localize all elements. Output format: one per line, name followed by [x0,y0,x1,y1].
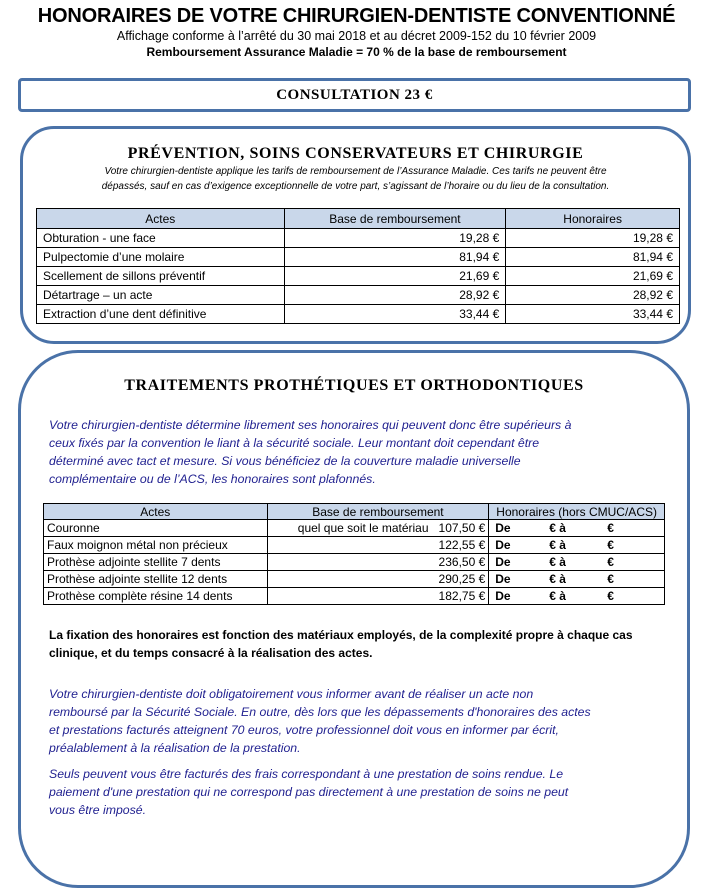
euro-label: € [607,521,614,535]
prothese-title: TRAITEMENTS PROTHÉTIQUES ET ORTHODONTIQUES [124,377,584,394]
intro-line: ceux fixés par la convention le liant à la sécurité sociale. Leur montant doit cependant être [49,436,540,450]
de-label: De [495,572,511,586]
final-line: Seuls peuvent vous être facturés des frais correspondant à une prestation de soins rendue. Le [49,767,564,781]
table-row [44,571,665,588]
page-header [0,4,713,60]
notice-line: La fixation des honoraires est fonction des matériaux employés, de la complexité propre à chaque cas [49,628,633,642]
acte-cell: Couronne [44,520,268,537]
information-notice [49,685,679,757]
de-label: De [495,538,511,552]
base-cell: 122,55 € [267,537,489,554]
base-cell: 182,75 € [267,588,489,605]
base-value: 107,50 € [438,521,486,535]
intro-line: complémentaire ou de l’ACS, les honoraires sont plafonnés. [49,472,376,486]
prothese-intro [49,416,679,488]
table-row [37,286,680,305]
prothese-section [18,350,690,888]
column-header: Honoraires (hors CMUC/ACS) [489,504,665,520]
column-header: Actes [44,504,268,520]
euro-label: € [607,555,614,569]
a-label: € à [549,538,566,552]
material-note: quel que soit le matériau [297,521,429,535]
acte-cell: Prothèse adjointe stellite 12 dents [44,571,268,588]
column-header: Honoraires [506,209,680,229]
base-cell: 33,44 € [284,305,506,324]
honoraires-cell [489,554,665,571]
acte-cell: Prothèse adjointe stellite 7 dents [44,554,268,571]
a-label: € à [549,555,566,569]
column-header: Actes [37,209,285,229]
table-row [37,248,680,267]
table-row [44,537,665,554]
table-row [44,588,665,605]
consultation-box [18,78,691,112]
prevention-section [20,126,691,344]
euro-label: € [607,589,614,603]
acte-cell: Pulpectomie d’une molaire [37,248,285,267]
honoraires-cell [489,588,665,605]
honoraires-cell: 19,28 € [506,229,680,248]
base-cell: 236,50 € [267,554,489,571]
intro-line: Votre chirurgien-dentiste détermine librement ses honoraires qui peuvent donc être supérieurs à [49,418,572,432]
honoraires-cell [489,520,665,537]
acte-cell: Prothèse complète résine 14 dents [44,588,268,605]
table-row [37,229,680,248]
reimbursement-rate: Remboursement Assurance Maladie = 70 % de la base de remboursement [146,45,567,59]
page-title: HONORAIRES DE VOTRE CHIRURGIEN-DENTISTE CONVENTIONNÉ [37,5,676,27]
billing-notice [49,765,679,819]
legal-reference: Affichage conforme à l’arrêté du 30 mai 2018 et au décret 2009-152 du 10 février 2009 [116,29,597,43]
honoraires-cell: 81,94 € [506,248,680,267]
a-label: € à [549,572,566,586]
info-line: remboursé par la Sécurité Sociale. En outre, dès lors que les dépassements d'honoraires des actes [49,705,591,719]
info-line: préalablement à la réalisation de la prestation. [49,741,301,755]
column-header: Base de remboursement [284,209,506,229]
base-cell: 290,25 € [267,571,489,588]
honoraires-cell: 33,44 € [506,305,680,324]
fixation-notice [49,626,679,662]
honoraires-cell: 21,69 € [506,267,680,286]
acte-cell: Scellement de sillons préventif [37,267,285,286]
table-header-row [44,504,665,520]
honoraires-cell: 28,92 € [506,286,680,305]
prevention-table [36,208,680,324]
de-label: De [495,555,511,569]
base-cell: 19,28 € [284,229,506,248]
base-cell: 81,94 € [284,248,506,267]
table-header-row [37,209,680,229]
euro-label: € [607,572,614,586]
info-line: et prestations facturés atteignent 70 euros, votre professionnel doit vous en informer par écrit, [49,723,559,737]
prevention-intro-line: Votre chirurgien-dentiste applique les tarifs de remboursement de l’Assurance Maladie. Ces tarifs ne peuvent être [104,166,607,177]
prothese-table [43,503,665,605]
prevention-title: PRÉVENTION, SOINS CONSERVATEURS ET CHIRURGIE [127,145,584,162]
prevention-intro [23,164,688,194]
euro-label: € [607,538,614,552]
honoraires-cell [489,571,665,588]
de-label: De [495,521,511,535]
acte-cell: Obturation - une face [37,229,285,248]
base-cell: 28,92 € [284,286,506,305]
base-cell [267,520,489,537]
honoraires-cell [489,537,665,554]
base-cell: 21,69 € [284,267,506,286]
table-row [44,520,665,537]
acte-cell: Faux moignon métal non précieux [44,537,268,554]
table-row [44,554,665,571]
de-label: De [495,589,511,603]
a-label: € à [549,589,566,603]
info-line: Votre chirurgien-dentiste doit obligatoirement vous informer avant de réaliser un acte non [49,687,534,701]
column-header: Base de remboursement [267,504,489,520]
table-row [37,267,680,286]
prevention-intro-line: dépassés, sauf en cas d’exigence exceptionnelle de votre part, s’agissant de l’horaire ou du lieu de la consultation. [101,181,610,192]
intro-line: déterminé avec tact et mesure. Si vous bénéficiez de la couverture maladie universelle [49,454,521,468]
final-line: paiement d'une prestation qui ne correspond pas directement à une prestation de soins ne peut [49,785,569,799]
table-row [37,305,680,324]
consultation-price: CONSULTATION 23 € [276,86,433,103]
notice-line: clinique, et du temps consacré à la réalisation des actes. [49,646,373,660]
acte-cell: Extraction d’une dent définitive [37,305,285,324]
a-label: € à [549,521,566,535]
final-line: vous être imposé. [49,803,147,817]
acte-cell: Détartrage – un acte [37,286,285,305]
